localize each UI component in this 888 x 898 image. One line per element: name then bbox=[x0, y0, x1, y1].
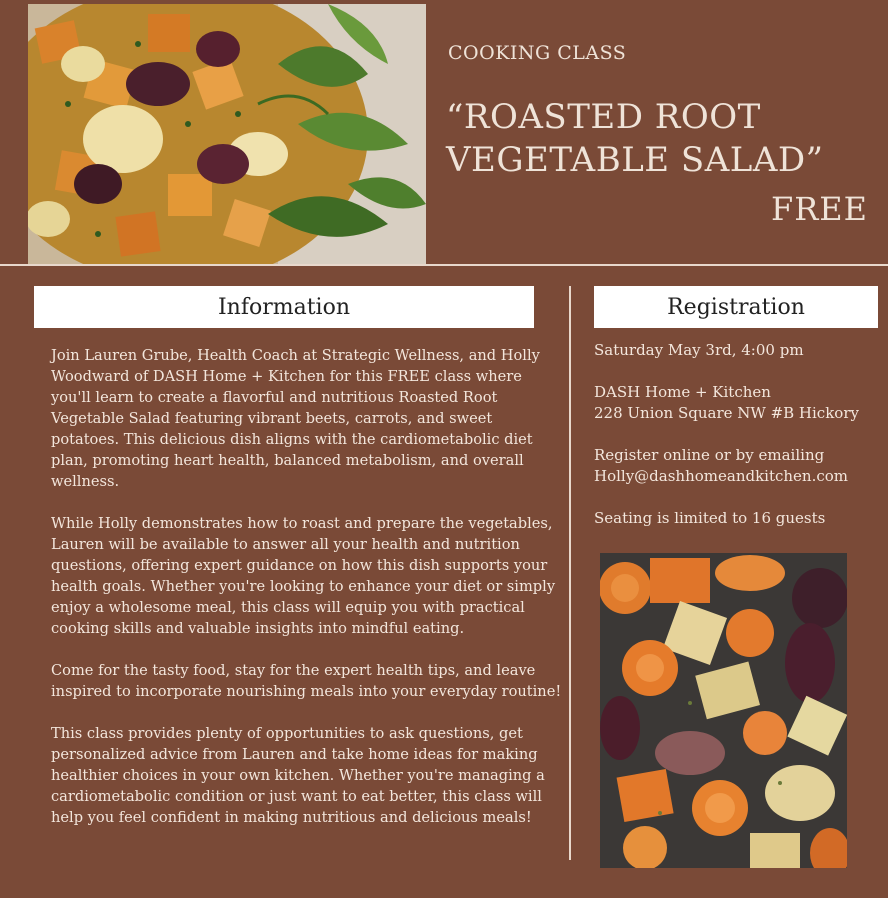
hero-salad-photo bbox=[28, 4, 426, 264]
horizontal-divider bbox=[0, 264, 888, 266]
information-heading: Information bbox=[34, 286, 534, 328]
event-title-line-2: VEGETABLE SALAD” bbox=[446, 140, 824, 180]
information-body bbox=[51, 345, 563, 849]
seating-info bbox=[594, 508, 884, 529]
information-paragraph: This class provides plenty of opportunities to ask questions, get personalized advice from Lauren and take home ideas for making healthier choices in your own kitchen. Whether you're managing a cardiometabolic condition or just want to eat better, this class will help you feel confident in making nutritious and delicious meals! bbox=[51, 725, 545, 826]
event-type-label: COOKING CLASS bbox=[448, 42, 627, 64]
register-email[interactable]: Holly@dashhomeandkitchen.com bbox=[594, 467, 849, 485]
information-paragraph: Come for the tasty food, stay for the expert health tips, and leave inspired to incorporate nourishing meals into your everyday routine! bbox=[51, 662, 562, 700]
venue-address: 228 Union Square NW #B Hickory bbox=[594, 404, 859, 422]
event-date bbox=[594, 340, 884, 361]
information-paragraph: While Holly demonstrates how to roast and prepare the vegetables, Lauren will be available to answer all your health and nutrition questions, offering expert guidance on how this dish supports your health goals. Whether you're looking to enhance your diet or simply enjoy a wholesome meal, this class will equip you with practical cooking skills and valuable insights into mindful eating. bbox=[51, 515, 556, 637]
roasted-vegetables-photo bbox=[600, 553, 847, 868]
register-instructions: Register online or by emailing bbox=[594, 446, 825, 464]
registration-body bbox=[594, 340, 884, 550]
venue-name: DASH Home + Kitchen bbox=[594, 383, 771, 401]
register-info bbox=[594, 445, 884, 487]
registration-heading: Registration bbox=[594, 286, 878, 328]
venue bbox=[594, 382, 884, 424]
event-date-text: Saturday May 3rd, 4:00 pm bbox=[594, 341, 804, 359]
information-paragraph: Join Lauren Grube, Health Coach at Strategic Wellness, and Holly Woodward of DASH Home + Kitchen for this FREE class where you'll learn to create a flavorful and nutritious Roasted Root Vegetable Salad featuring vibrant beets, carrots, and sweet potatoes. This delicious dish aligns with the cardiometabolic diet plan, promoting heart health, balanced metabolism, and overall wellness. bbox=[51, 347, 540, 490]
price-label: FREE bbox=[770, 190, 868, 228]
event-title-line-1: “ROASTED ROOT bbox=[446, 97, 761, 137]
event-title bbox=[446, 96, 866, 182]
vertical-divider bbox=[569, 286, 571, 860]
seating-text: Seating is limited to 16 guests bbox=[594, 509, 826, 527]
